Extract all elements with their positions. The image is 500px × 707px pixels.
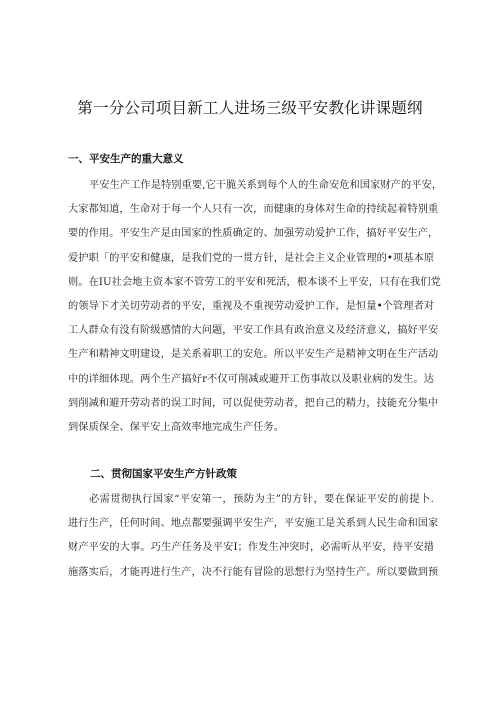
section-heading-significance: 一、平安生产的重大意义: [68, 153, 184, 165]
paragraph-line: 到保质保全、保平安上高效率地完成生产任务。: [68, 421, 285, 433]
paragraph-line: 大家都知道，生命对于每一个人只有一次，而健康的身体对生命的持续起着特别重: [68, 204, 439, 216]
paragraph-line: 进行生产，任何时间、地点都要强调平安生产，平安施工是关系到人民生命和国家: [68, 518, 439, 530]
document-title: 第一分公司项目新工人进场三级平安教化讲课题纲: [77, 99, 423, 117]
paragraph-line: 则。在IU社会地主资本家不管劳工的平安和死活，根本谈不上平安，只有在我们党: [68, 276, 441, 288]
paragraph-line: 施落实后，才能再进行生产，决不行能有冒险的思想行为坚持生产。所以要做到预: [68, 566, 439, 578]
paragraph-line: 平安生产工作是特别重要,它干脆关系到每个人的生命安危和国家财产的平安，: [89, 180, 443, 191]
paragraph-line: 财产平安的大事。巧生产任务及平安I；作发生冲突时，必需听从平安，待平安措: [68, 542, 434, 554]
section-paragraph-significance: [68, 174, 443, 440]
paragraph-line: 必需贯彻执行国家“平安第一，预防为主”的方针，要在保证平安的前提卜.: [89, 494, 434, 505]
section-paragraph-policy: [68, 488, 439, 585]
section-heading-policy: 二、贯彻国家平安生产方针政策: [90, 468, 237, 480]
paragraph-line: 要的作用。平安生产是由国家的性质确定的、加强劳动爱护工作，搞好平安生产，: [68, 228, 439, 240]
paragraph-line: 的领导下才关切劳动者的平安，重视及不重视劳动爱护工作，是恒量•个管理者对: [68, 300, 435, 312]
paragraph-line: 到削减和避开劳动者的误工时间，可以促使劳动者，把自己的精力，技能充分集中: [68, 397, 439, 409]
paragraph-line: 生产和精神文明建设，是关系着职工的安危。所以平安生产是精神文明在生产活动: [68, 349, 439, 361]
paragraph-line: 工人群众有没有阶级感情的大问题，平安工作具有政治意义及经济意义，搞好平安: [68, 325, 439, 337]
paragraph-line: 中的详细体现。两个生产搞好r不仅可削减或避开工伤事故以及职业病的发生。达: [68, 373, 434, 385]
paragraph-line: 爱护职「的平安和健康，是我们党的一贯方针，是社会主义企业管理的•项基本原: [68, 252, 435, 264]
